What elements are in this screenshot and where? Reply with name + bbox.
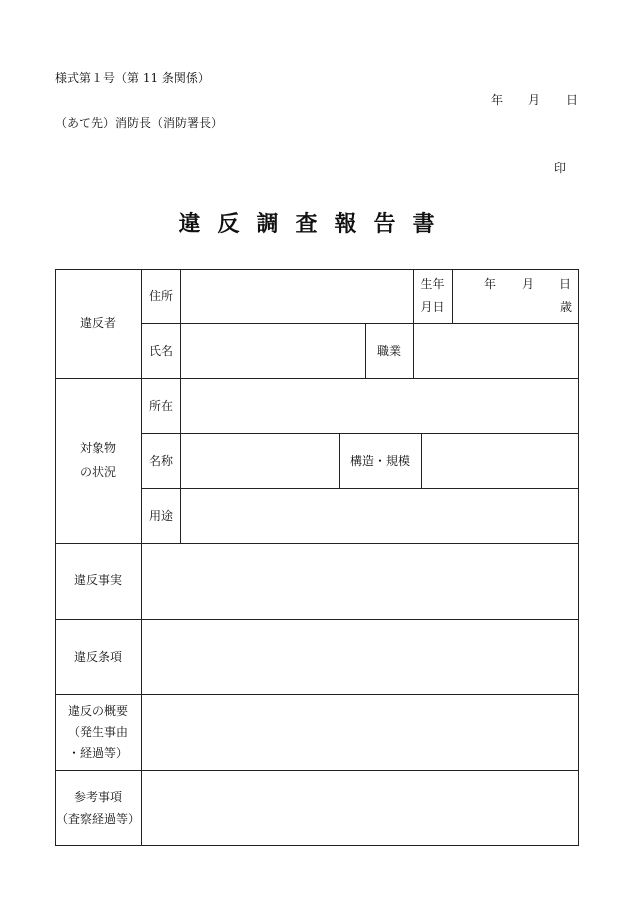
structure-scale-label: 構造・規模 xyxy=(349,454,410,468)
report-form-table xyxy=(55,269,579,846)
target-name-label: 名称 xyxy=(149,454,174,468)
target-group-label-line1: 対象物 xyxy=(79,441,116,455)
reference-label-line1: 参考事項 xyxy=(73,790,122,804)
seal-mark: 印 xyxy=(554,161,567,175)
date-year-label: 年 xyxy=(491,93,504,107)
target-group-label-line2: の状況 xyxy=(79,465,116,479)
addressee: （あて先）消防長（消防署長） xyxy=(55,116,224,130)
violation-clause-label: 違反条項 xyxy=(73,650,122,664)
occupation-label: 職業 xyxy=(377,344,402,358)
use-label: 用途 xyxy=(149,509,174,523)
document-title: 違反調査報告書 xyxy=(178,212,452,237)
date-day-label: 日 xyxy=(566,93,579,107)
birth-month-label: 月 xyxy=(522,277,535,291)
summary-label-line2: （発生事由 xyxy=(67,725,128,739)
birthdate-label-line2: 月日 xyxy=(420,300,445,314)
violation-facts-label: 違反事実 xyxy=(73,573,122,587)
address-label: 住所 xyxy=(149,289,174,303)
birth-day-label: 日 xyxy=(559,277,572,291)
age-unit-label: 歳 xyxy=(560,300,573,314)
summary-label-line1: 違反の概要 xyxy=(67,704,128,718)
reference-label-line2: （査察経過等） xyxy=(55,812,140,826)
name-label: 氏名 xyxy=(149,344,174,358)
birth-year-label: 年 xyxy=(484,277,497,291)
form-number: 様式第１号（第 11 条関係） xyxy=(55,71,210,85)
birthdate-label-line1: 生年 xyxy=(420,277,445,291)
violator-group-label: 違反者 xyxy=(79,316,116,330)
summary-label-line3: ・経過等） xyxy=(67,746,128,760)
date-month-label: 月 xyxy=(528,93,541,107)
location-label: 所在 xyxy=(149,399,174,413)
